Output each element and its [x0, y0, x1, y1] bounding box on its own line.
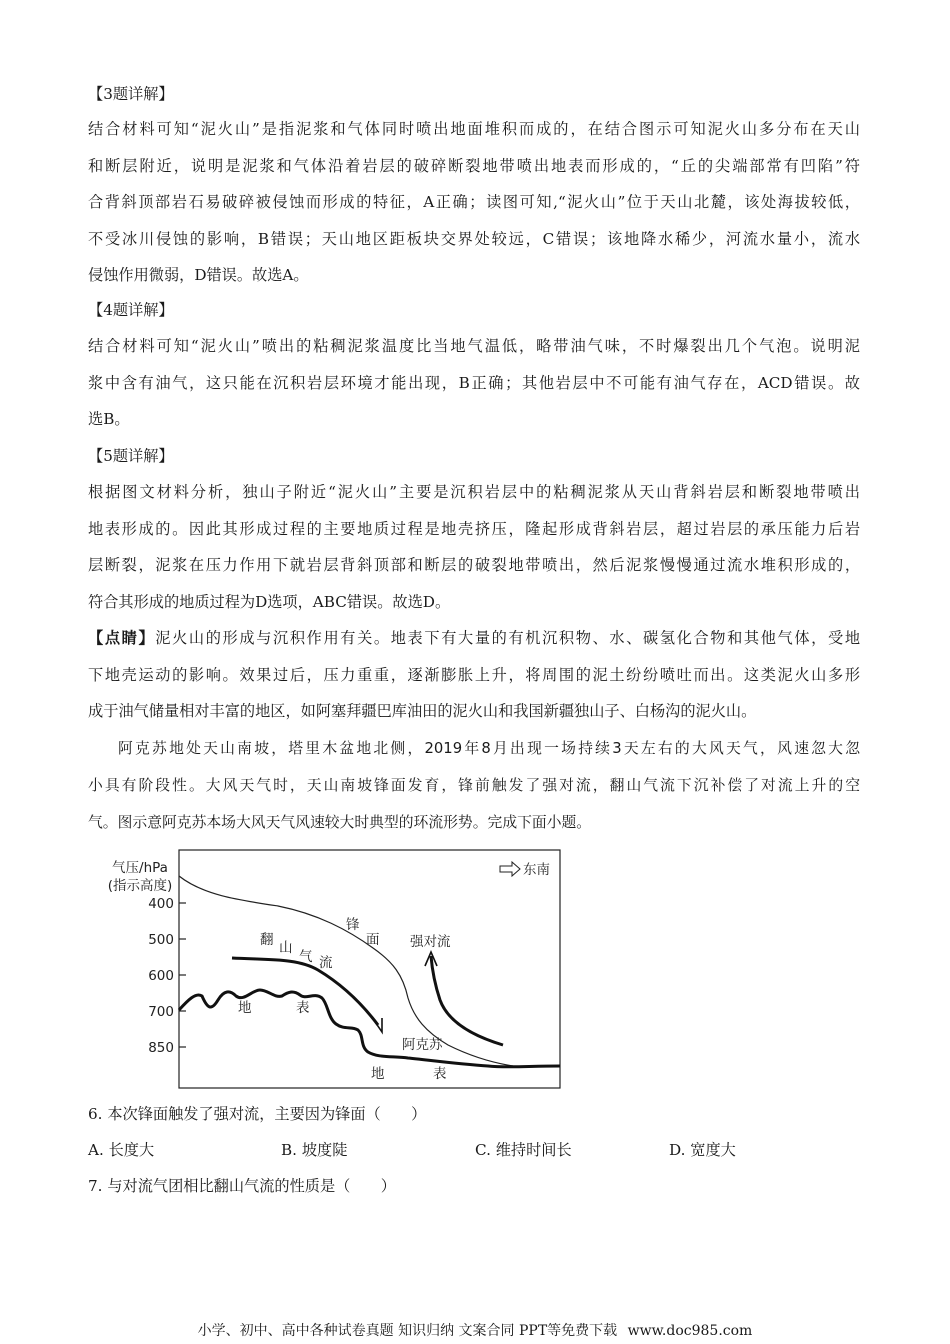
tip-label: 【点睛】	[88, 629, 156, 647]
question7-stem: 7. 与对流气团相比翻山气流的性质是（ ）	[88, 1177, 396, 1195]
q3-line: 不受冰川侵蚀的影响，B错误；天山地区距板块交界处较远，C错误；该地降水稀少，河流水量小，流水	[88, 229, 860, 248]
q4-line: 选B。	[88, 410, 130, 428]
material-paragraph	[88, 730, 860, 841]
direction-indicator	[500, 861, 550, 878]
tip-text: 泥火山的形成与沉积作用有关。地表下有大量的有机沉积物、水、碳氢化合物和其他气体，受地	[155, 629, 861, 647]
surface-label-char: 表	[433, 1066, 447, 1082]
q4-line: 结合材料可知“泥火山”喷出的粘稠泥浆温度比当地气温低，略带油气味，不时爆裂出几个气泡。说明泥	[88, 337, 860, 355]
question6-option-b[interactable]: B. 坡度陡	[281, 1141, 348, 1159]
q3-heading: 【3题详解】	[88, 85, 174, 103]
q3-line: 结合材料可知“泥火山”是指泥浆和气体同时喷出地面堆积而成的，在结合图示可知泥火山多分布在天山	[88, 120, 860, 138]
y-tick-label: 600	[148, 968, 174, 984]
mountain-flow-label-char: 山	[279, 940, 293, 956]
q5-line: 地表形成的。因此其形成过程的主要地质过程是地壳挤压，隆起形成背斜岩层，超过岩层的承压能力后岩	[88, 519, 860, 538]
aksu-label: 阿克苏	[402, 1037, 443, 1053]
hollow-arrow-icon	[500, 862, 520, 876]
front-label-char: 面	[366, 932, 380, 948]
convection-line	[431, 956, 503, 1045]
mountain-flow-label-char: 翻	[260, 932, 274, 948]
q3-line: 合背斜顶部岩石易破碎被侵蚀而形成的特征，A正确；读图可知,“泥火山”位于天山北麓，该处海拔较低，	[88, 193, 860, 211]
q4-line: 浆中含有油气，这只能在沉积岩层环境才能出现，B正确；其他岩层中不可能有油气存在，ACD错误。故	[88, 373, 860, 392]
front-line	[179, 876, 513, 1066]
mountain-flow-label-char: 气	[299, 949, 313, 965]
convection-label: 强对流	[410, 934, 451, 950]
mountain-airflow-arrowhead-icon	[371, 1016, 382, 1032]
page-footer	[0, 1320, 950, 1340]
y-ticks	[148, 896, 174, 1056]
y-axis-title: 气压/hPa	[112, 860, 168, 876]
front-label-char: 锋	[346, 917, 360, 933]
q5-heading: 【5题详解】	[88, 447, 174, 465]
question6-stem: 6. 本次锋面触发了强对流，主要因为锋面（ ）	[88, 1105, 427, 1123]
footer-text: 小学、初中、高中各种试卷真题 知识归纳 文案合同 PPT等免费下载	[197, 1323, 618, 1339]
y-tick-label: 500	[148, 932, 174, 948]
question6-option-c[interactable]: C. 维持时间长	[475, 1141, 572, 1159]
q5-line: 符合其形成的地质过程为D选项，ABC错误。故选D。	[88, 592, 451, 611]
q4-explanation	[88, 328, 860, 438]
tip-line: 成于油气储量相对丰富的地区，如阿塞拜疆巴库油田的泥火山和我国新疆独山子、白杨沟的泥火山。	[88, 702, 757, 720]
y-tick-label: 400	[148, 896, 174, 912]
material-line: 小具有阶段性。大风天气时，天山南坡锋面发育，锋前触发了强对流，翻山气流下沉补偿了对流上升的空	[88, 777, 860, 794]
q5-line: 根据图文材料分析，独山子附近“泥火山”主要是沉积岩层中的粘稠泥浆从天山背斜岩层和断裂地带喷出	[88, 483, 860, 501]
y-tick-label: 850	[148, 1040, 174, 1056]
question6-option-d[interactable]: D. 宽度大	[669, 1141, 736, 1159]
direction-label: 东南	[523, 862, 550, 878]
question6-option-a[interactable]: A. 长度大	[88, 1141, 155, 1159]
surface-label-char: 表	[296, 1000, 310, 1016]
ground-surface-line	[179, 990, 560, 1067]
tip-line	[88, 620, 860, 657]
y-axis-subtitle: (指示高度)	[107, 878, 173, 894]
q3-explanation	[88, 111, 860, 294]
surface-label-char: 地	[371, 1066, 385, 1082]
mountain-flow-label-char: 流	[319, 955, 333, 971]
q5-line: 层断裂，泥浆在压力作用下就岩层背斜顶部和断层的破裂地带喷出，然后泥浆慢慢通过流水堆积形成的，	[88, 556, 860, 574]
circulation-figure	[88, 840, 568, 1092]
q4-heading: 【4题详解】	[88, 301, 174, 319]
y-tick-label: 700	[148, 1004, 174, 1020]
tip-block	[88, 620, 860, 730]
material-line: 阿克苏地处天山南坡，塔里木盆地北侧，2019年8月出现一场持续3天左右的大风天气，风速忽大忽	[118, 740, 860, 757]
surface-label-char: 地	[238, 1000, 252, 1016]
tip-line: 下地壳运动的影响。效果过后，压力重重，逐渐膨胀上升，将周围的泥土纷纷喷吐而出。这类泥火山多形	[88, 665, 860, 684]
y-tick-marks	[179, 903, 186, 1047]
footer-url[interactable]: www.doc985.com	[627, 1323, 753, 1339]
q3-line: 和断层附近，说明是泥浆和气体沿着岩层的破碎断裂地带喷出地表而形成的，“丘的尖端部常有凹陷”符	[88, 156, 860, 175]
q5-explanation	[88, 474, 860, 620]
material-line: 气。图示意阿克苏本场大风天气风速较大时典型的环流形势。完成下面小题。	[88, 814, 592, 831]
q3-line: 侵蚀作用微弱，D错误。故选A。	[88, 266, 309, 284]
